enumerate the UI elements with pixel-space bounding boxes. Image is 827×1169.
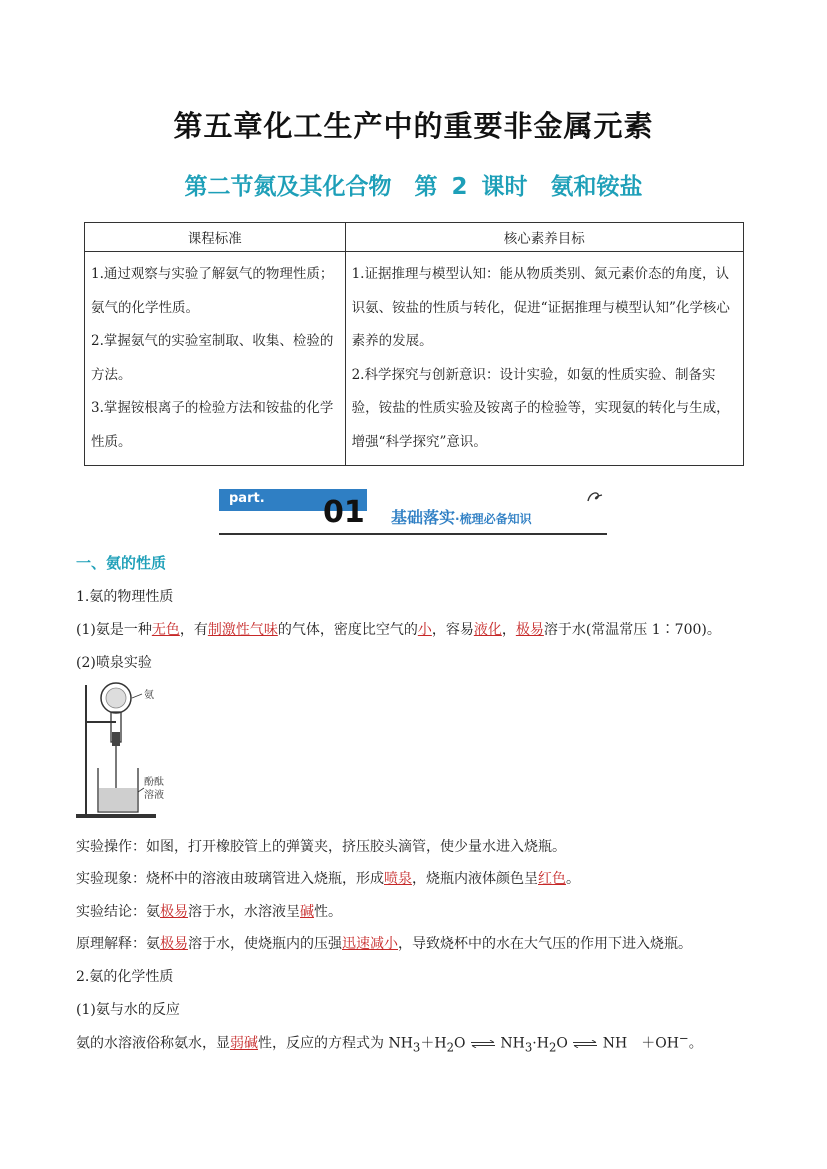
figure-label-solution: 溶液 [144,790,164,801]
figure-label-ammonia: 氨 [144,690,154,701]
experiment-conclusion: 实验结论：氨极易溶于水，水溶液呈碱性。 [76,904,342,920]
experiment-phenomenon: 实验现象：烧杯中的溶液由玻璃管进入烧瓶，形成喷泉，烧瓶内液体颜色呈红色。 [76,871,580,887]
subheading-physical: 1.氨的物理性质 [76,589,174,605]
subheading-chemical: 2.氨的化学性质 [76,969,174,985]
answer-blank: 喷泉 [384,871,412,887]
figure-label-phenol: 酚酞 [144,777,164,788]
chapter-title: 第五章化工生产中的重要非金属元素 [173,109,654,143]
equilibrium-arrow-icon [470,1040,496,1048]
principle-explanation: 原理解释：氨极易溶于水，使烧瓶内的压强迅速减小，导致烧杯中的水在大气压的作用下进入烧瓶。 [76,936,692,952]
swirl-icon [586,489,604,503]
part-banner [219,489,609,539]
standards-table [84,222,744,466]
answer-blank: 极易 [160,904,188,920]
answer-blank: 液化 [473,622,502,638]
paragraph-physical: (1)氨是一种无色，有制激性气味的气体，密度比空气的小，容易液化，极易溶于水(常温常压 1∶700)。 [76,622,721,638]
banner-label-main: 基础落实 [391,508,456,527]
answer-blank: 制激性气味 [207,622,278,638]
ammonia-water-heading: (1)氨与水的反应 [76,1002,180,1018]
banner-label [391,505,532,528]
banner-part-label: part. [229,491,265,506]
fountain-apparatus-figure [76,680,186,820]
answer-blank: 红色 [538,871,566,887]
answer-blank: 极易 [160,936,188,952]
literacy-item: 1.证据推理与模型认知：能从物质类别、氮元素价态的角度，认识氨、铵盐的性质与转化，促进“证据推理与模型认知”化学核心素养的发展。 [351,266,730,349]
answer-blank: 弱碱 [230,1035,258,1052]
standards-cell [85,252,346,466]
banner-underline [219,533,607,535]
answer-blank: 碱 [300,904,314,920]
section-subtitle: 第二节氮及其化合物 第 2 课时 氨和铵盐 [184,174,643,200]
answer-blank: 无色 [151,622,180,638]
table-header-literacy: 核心素养目标 [345,223,743,252]
answer-blank: 小 [417,622,432,638]
ammonia-water-equation: 氨的水溶液俗称氨水，显弱碱性，反应的方程式为 $NH_3+H_2O$ $NH_3\cdot H_2O$ NH ＋OH−。 [76,1031,703,1055]
standard-item: 2.掌握氨气的实验室制取、收集、检验的方法。 [91,333,334,383]
table-header-standards: 课程标准 [85,223,346,252]
standard-item: 3.掌握铵根离子的检验方法和铵盐的化学性质。 [91,400,334,450]
answer-blank: 极易 [515,622,544,638]
literacy-item: 2.科学探究与创新意识：设计实验，如氨的性质实验、制备实验，铵盐的性质实验及铵离子的检验等，实现氨的转化与生成，增强“科学探究”意识。 [351,366,730,450]
experiment-operation: 实验操作：如图，打开橡胶管上的弹簧夹，挤压胶头滴管，使少量水进入烧瓶。 [76,839,566,855]
banner-label-sub: ·梳理必备知识 [455,512,532,526]
section-heading: 一、氨的性质 [76,554,167,572]
standard-item: 1.通过观察与实验了解氨气的物理性质；氨气的化学性质。 [91,266,334,316]
equilibrium-arrow-icon [572,1040,598,1048]
banner-number: 01 [323,495,365,530]
answer-blank: 迅速减小 [342,936,398,952]
fountain-heading: (2)喷泉实验 [76,655,152,671]
literacy-cell [345,252,743,466]
